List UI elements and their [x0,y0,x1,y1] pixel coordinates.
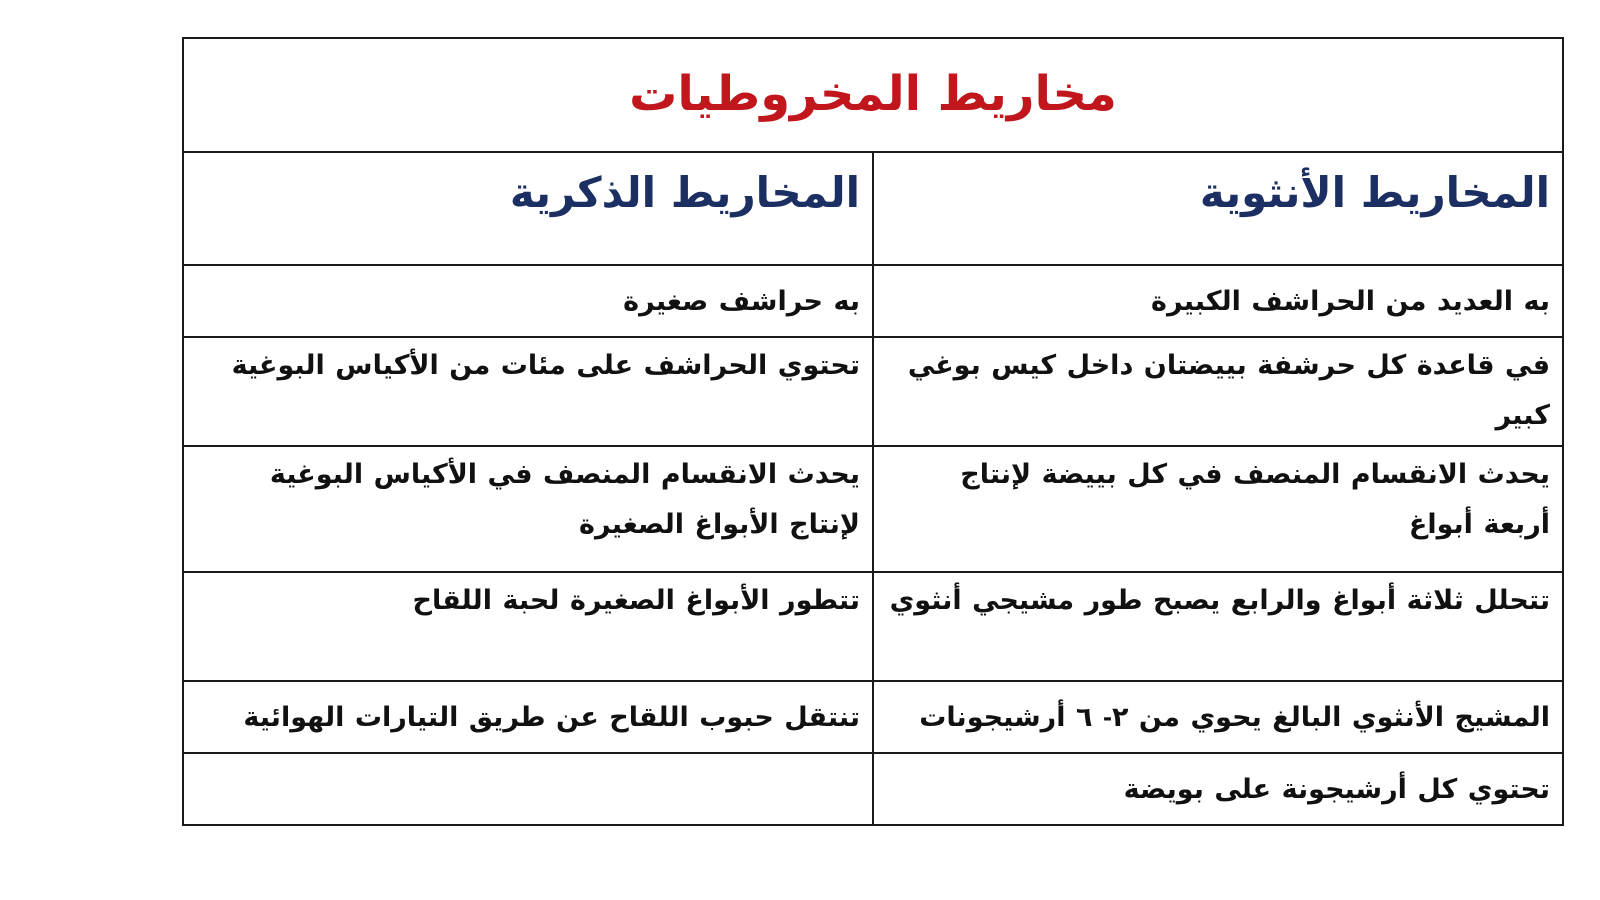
female-cones-header: المخاريط الأنثوية [873,152,1563,265]
female-cell: المشيج الأنثوي البالغ يحوي من ٢- ٦ أرشيجونات [873,681,1563,753]
comparison-table [182,37,1564,826]
table-row [183,446,1563,572]
female-cell: تحتوي كل أرشيجونة على بويضة [873,753,1563,825]
table-row [183,753,1563,825]
table-row [183,681,1563,753]
title-row [183,38,1563,152]
table-title: مخاريط المخروطيات [183,38,1563,152]
male-cell: به حراشف صغيرة [183,265,873,337]
table-row [183,572,1563,681]
male-cell: يحدث الانقسام المنصف في الأكياس البوغية لإنتاج الأبواغ الصغيرة [183,446,873,572]
female-cell: يحدث الانقسام المنصف في كل بييضة لإنتاج أربعة أبواغ [873,446,1563,572]
male-cell: تحتوي الحراشف على مئات من الأكياس البوغية [183,337,873,446]
table-row [183,337,1563,446]
female-cell: في قاعدة كل حرشفة بييضتان داخل كيس بوغي كبير [873,337,1563,446]
male-cell: تنتقل حبوب اللقاح عن طريق التيارات الهوائية [183,681,873,753]
female-cell: به العديد من الحراشف الكبيرة [873,265,1563,337]
female-cell: تتحلل ثلاثة أبواغ والرابع يصبح طور مشيجي أنثوي [873,572,1563,681]
male-cell: تتطور الأبواغ الصغيرة لحبة اللقاح [183,572,873,681]
table-row [183,265,1563,337]
header-row [183,152,1563,265]
male-cones-header: المخاريط الذكرية [183,152,873,265]
male-cell [183,753,873,825]
